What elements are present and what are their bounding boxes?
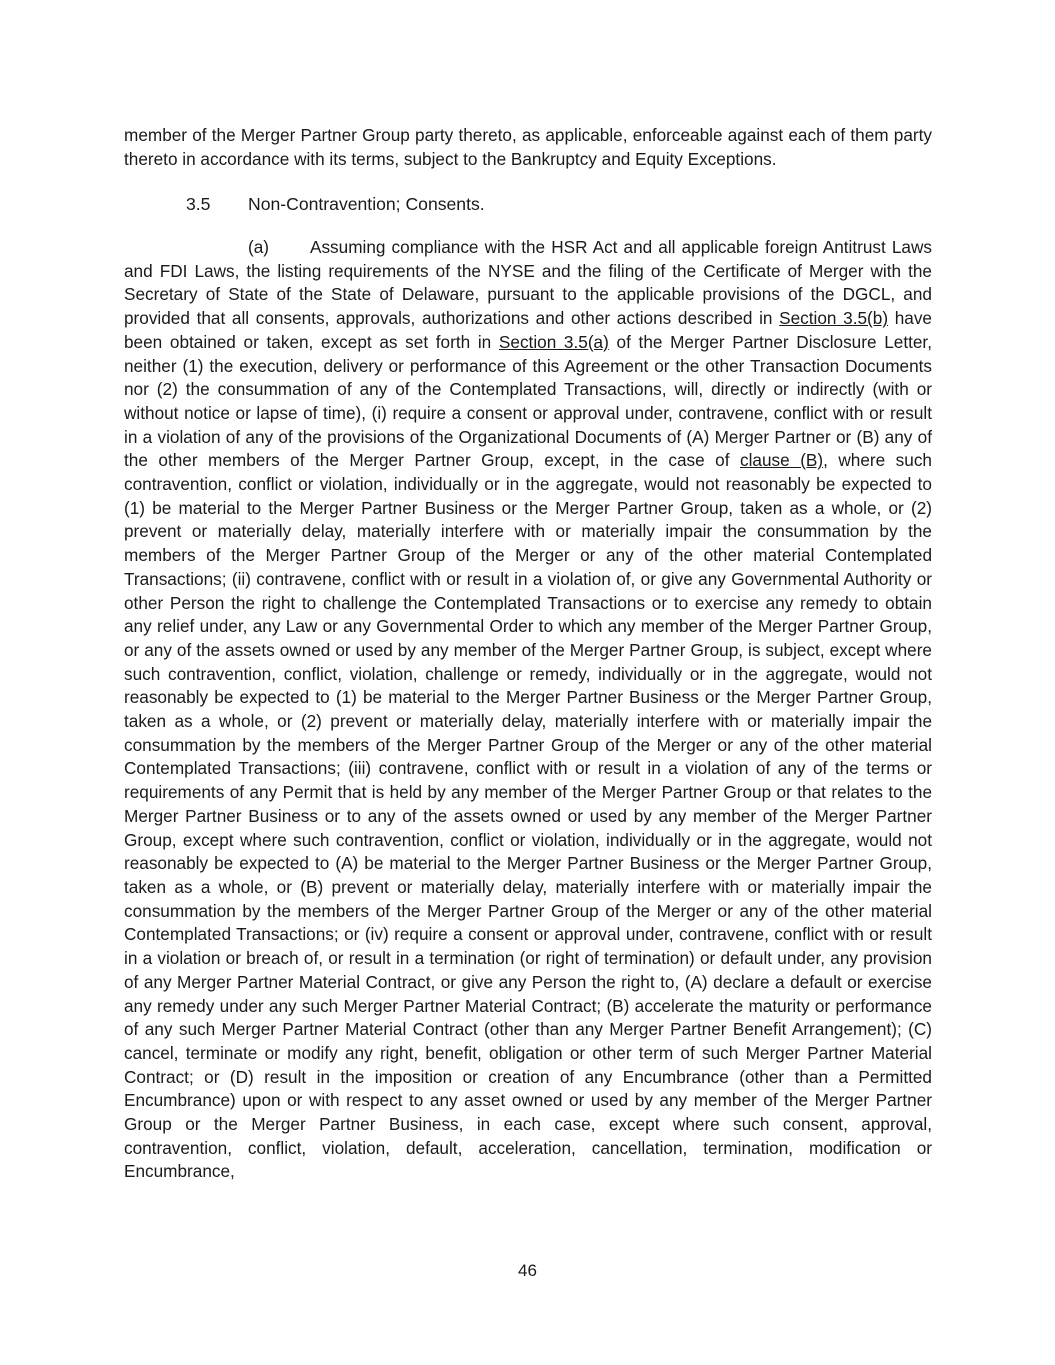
paragraph-a-text-3: of the Merger Partner Disclosure Letter, neither (1) the execution, delivery or performance of this Agreement or the other Transaction Documents nor (2) the consummation of any of the Contemplated Transactions, will, directly or indirectly (with or without notice or lapse of time), (i) require a consent or approval under, contravene, conflict with or result in a violation of any of the provisions of the Organizational Documents of (A) Merger Partner or (B) any of the other members of the Merger Partner Group, except, in the case of [124, 331, 932, 471]
section-reference-3-5-b: Section 3.5(b) [779, 308, 889, 329]
paragraph-a [124, 236, 932, 1184]
page-number: 46 [518, 1261, 537, 1280]
paragraph-a-text-1: Assuming compliance with the HSR Act and all applicable foreign Antitrust Laws and FDI Laws, the listing requirements of the NYSE and the filing of the Certificate of Merger with the Secretary of State of the State of Delaware, pursuant to the applicable provisions of the DGCL, and provided that all consents, approvals, authorizations and other actions described in [124, 237, 932, 329]
section-number: 3.5 [186, 194, 211, 214]
section-heading [186, 192, 485, 216]
section-title: Non-Contravention; Consents. [248, 194, 485, 214]
paragraph-a-text-4: , where such contravention, conflict or violation, individually or in the aggregate, would not reasonably be expected to (1) be material to the Merger Partner Business or the Merger Partner Group, taken as a whole, or (2) prevent or materially delay, materially interfere with or materially impair the consummation by the members of the Merger Partner Group of the Merger or any of the other material Contemplated Transactions; (ii) contravene, conflict with or result in a violation of, or give any Governmental Authority or other Person the right to challenge the Contemplated Transactions or to exercise any remedy to obtain any relief under, any Law or any Governmental Order to which any member of the Merger Partner Group, or any of the assets owned or used by any member of the Merger Partner Group, is subject, except where such contravention, conflict, violation, challenge or remedy, individually or in the aggregate, would not reasonably be expected to (1) be material to the Merger Partner Business or the Merger Partner Group, taken as a whole, or (2) prevent or materially delay, materially interfere with or materially impair the consummation by the members of the Merger Partner Group of the Merger or any of the other material Contemplated Transactions; (iii) contravene, conflict with or result in a violation of any of the terms or requirements of any Permit that is held by any member of the Merger Partner Group or that relates to the Merger Partner Business or to any of the assets owned or used by any member of the Merger Partner Group, except where such contravention, conflict or violation, individually or in the aggregate, would not reasonably be expected to (A) be material to the Merger Partner Business or the Merger Partner Group, taken as a whole, or (B) prevent or materially delay, materially interfere with or materially impair the consummation by the members of the Merger Partner Group of the Merger or any of the other material Contemplated Transactions; or (iv) require a consent or approval under, contravene, conflict with or result in a violation or breach of, or result in a termination (or right of termination) or default under, any provision of any Merger Partner Material Contract, or give any Person the right to, (A) declare a default or exercise any remedy under any such Merger Partner Material Contract; (B) accelerate the maturity or performance of any such Merger Partner Material Contract (other than any Merger Partner Benefit Arrangement); (C) cancel, terminate or modify any right, benefit, obligation or other term of such Merger Partner Material Contract; or (D) result in the imposition or creation of any Encumbrance (other than a Permitted Encumbrance) upon or with respect to any asset owned or used by any member of the Merger Partner Group or the Merger Partner Business, in each case, except where such consent, approval, contravention, conflict, violation, default, acceleration, cancellation, termination, modification or Encumbrance, [124, 450, 932, 1182]
continued-paragraph: member of the Merger Partner Group party thereto, as applicable, enforceable against each of them party thereto in accordance with its terms, subject to the Bankruptcy and Equity Exceptions. [124, 125, 932, 169]
clause-label: (a) [248, 237, 270, 257]
paragraph-a-text-2: have been obtained or taken, except as set forth in [124, 308, 932, 352]
section-reference-3-5-a: Section 3.5(a) [498, 331, 609, 352]
clause-reference-b: clause (B) [740, 450, 824, 471]
